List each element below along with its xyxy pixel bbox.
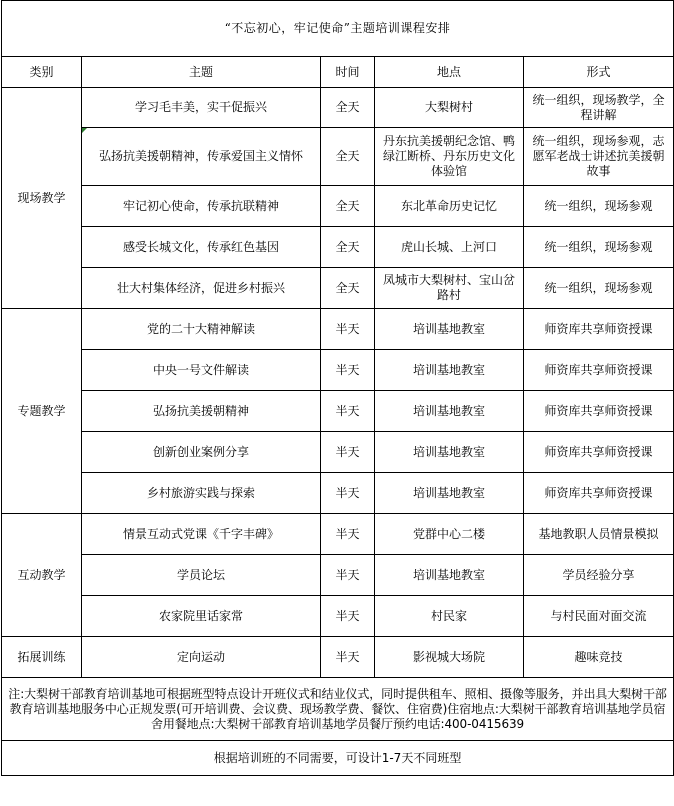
- location-cell: 大梨树村: [375, 88, 524, 128]
- location-cell: 凤城市大梨树村、宝山岔路村: [375, 268, 524, 309]
- theme-cell: 创新创业案例分享: [82, 432, 321, 473]
- cell-comment-marker-icon: [82, 128, 87, 133]
- location-cell: 村民家: [375, 596, 524, 637]
- location-cell: 培训基地教室: [375, 555, 524, 596]
- location-cell: 培训基地教室: [375, 350, 524, 391]
- service-note: 注:大梨树干部教育培训基地可根据班型特点设计开班仪式和结业仪式，同时提供租车、照相、摄像等服务，并出具大梨树干部教育培训基地服务中心正规发票(可开培训费、会议费、现场教学费、餐饮、住宿费)住宿地点:大梨树干部教育培训基地学员宿舍用餐地点:大梨树干部教育培训基地学员餐厅预约电话:400-0415639: [2, 678, 674, 741]
- header-form: 形式: [524, 57, 674, 88]
- time-cell: 半天: [321, 596, 375, 637]
- table-row: [2, 227, 674, 268]
- theme-cell: 牢记初心使命，传承抗联精神: [82, 186, 321, 227]
- table-row: [2, 555, 674, 596]
- schedule-table: [1, 0, 674, 776]
- form-cell: 师资库共享师资授课: [524, 309, 674, 350]
- header-theme: 主题: [82, 57, 321, 88]
- location-cell: 虎山长城、上河口: [375, 227, 524, 268]
- table-row: [2, 473, 674, 514]
- theme-cell: 学员论坛: [82, 555, 321, 596]
- location-cell: 影视城大场院: [375, 637, 524, 678]
- form-cell: 统一组织，现场参观: [524, 186, 674, 227]
- location-cell: 培训基地教室: [375, 391, 524, 432]
- time-cell: 半天: [321, 637, 375, 678]
- location-cell: 丹东抗美援朝纪念馆、鸭绿江断桥、丹东历史文化体验馆: [375, 128, 524, 186]
- page-title: “不忘初心，牢记使命”主题培训课程安排: [2, 1, 674, 57]
- table-row: [2, 128, 674, 186]
- location-cell: 党群中心二楼: [375, 514, 524, 555]
- location-cell: 培训基地教室: [375, 309, 524, 350]
- time-cell: 全天: [321, 186, 375, 227]
- theme-cell: 感受长城文化，传承红色基因: [82, 227, 321, 268]
- form-cell: 师资库共享师资授课: [524, 473, 674, 514]
- time-cell: 半天: [321, 309, 375, 350]
- form-cell: 统一组织，现场参观，志愿军老战士讲述抗美援朝故事: [524, 128, 674, 186]
- form-cell: 统一组织，现场参观: [524, 227, 674, 268]
- form-cell: 基地教职人员情景模拟: [524, 514, 674, 555]
- location-cell: 培训基地教室: [375, 473, 524, 514]
- footer-note: 根据培训班的不同需要，可设计1-7天不同班型: [2, 741, 674, 776]
- table-row: [2, 268, 674, 309]
- theme-cell: 弘扬抗美援朝精神，传承爱国主义情怀: [82, 128, 321, 186]
- time-cell: 半天: [321, 555, 375, 596]
- time-cell: 半天: [321, 514, 375, 555]
- form-cell: 师资库共享师资授课: [524, 432, 674, 473]
- time-cell: 全天: [321, 88, 375, 128]
- location-cell: 东北革命历史记忆: [375, 186, 524, 227]
- table-row: [2, 637, 674, 678]
- table-row: [2, 596, 674, 637]
- table-row: [2, 186, 674, 227]
- form-cell: 师资库共享师资授课: [524, 350, 674, 391]
- time-cell: 半天: [321, 350, 375, 391]
- table-row: [2, 350, 674, 391]
- theme-cell: 农家院里话家常: [82, 596, 321, 637]
- theme-cell: 壮大村集体经济，促进乡村振兴: [82, 268, 321, 309]
- time-cell: 半天: [321, 473, 375, 514]
- category-cell: 专题教学: [2, 309, 82, 514]
- category-cell: 拓展训练: [2, 637, 82, 678]
- form-cell: 学员经验分享: [524, 555, 674, 596]
- theme-cell: 党的二十大精神解读: [82, 309, 321, 350]
- theme-cell: 情景互动式党课《千字丰碑》: [82, 514, 321, 555]
- time-cell: 全天: [321, 128, 375, 186]
- category-cell: 现场教学: [2, 88, 82, 309]
- form-cell: 与村民面对面交流: [524, 596, 674, 637]
- time-cell: 全天: [321, 268, 375, 309]
- form-cell: 统一组织，现场教学，全程讲解: [524, 88, 674, 128]
- table-row: [2, 309, 674, 350]
- theme-cell: 中央一号文件解读: [82, 350, 321, 391]
- category-cell: 互动教学: [2, 514, 82, 637]
- header-location: 地点: [375, 57, 524, 88]
- form-cell: 统一组织，现场参观: [524, 268, 674, 309]
- table-row: [2, 88, 674, 128]
- header-category: 类别: [2, 57, 82, 88]
- theme-cell: 弘扬抗美援朝精神: [82, 391, 321, 432]
- theme-cell: 学习毛丰美，实干促振兴: [82, 88, 321, 128]
- time-cell: 半天: [321, 432, 375, 473]
- table-row: [2, 391, 674, 432]
- form-cell: 师资库共享师资授课: [524, 391, 674, 432]
- time-cell: 全天: [321, 227, 375, 268]
- time-cell: 半天: [321, 391, 375, 432]
- location-cell: 培训基地教室: [375, 432, 524, 473]
- header-time: 时间: [321, 57, 375, 88]
- theme-cell: 定向运动: [82, 637, 321, 678]
- form-cell: 趣味竞技: [524, 637, 674, 678]
- theme-cell: 乡村旅游实践与探索: [82, 473, 321, 514]
- table-row: [2, 514, 674, 555]
- schedule-sheet: [1, 0, 673, 776]
- table-row: [2, 432, 674, 473]
